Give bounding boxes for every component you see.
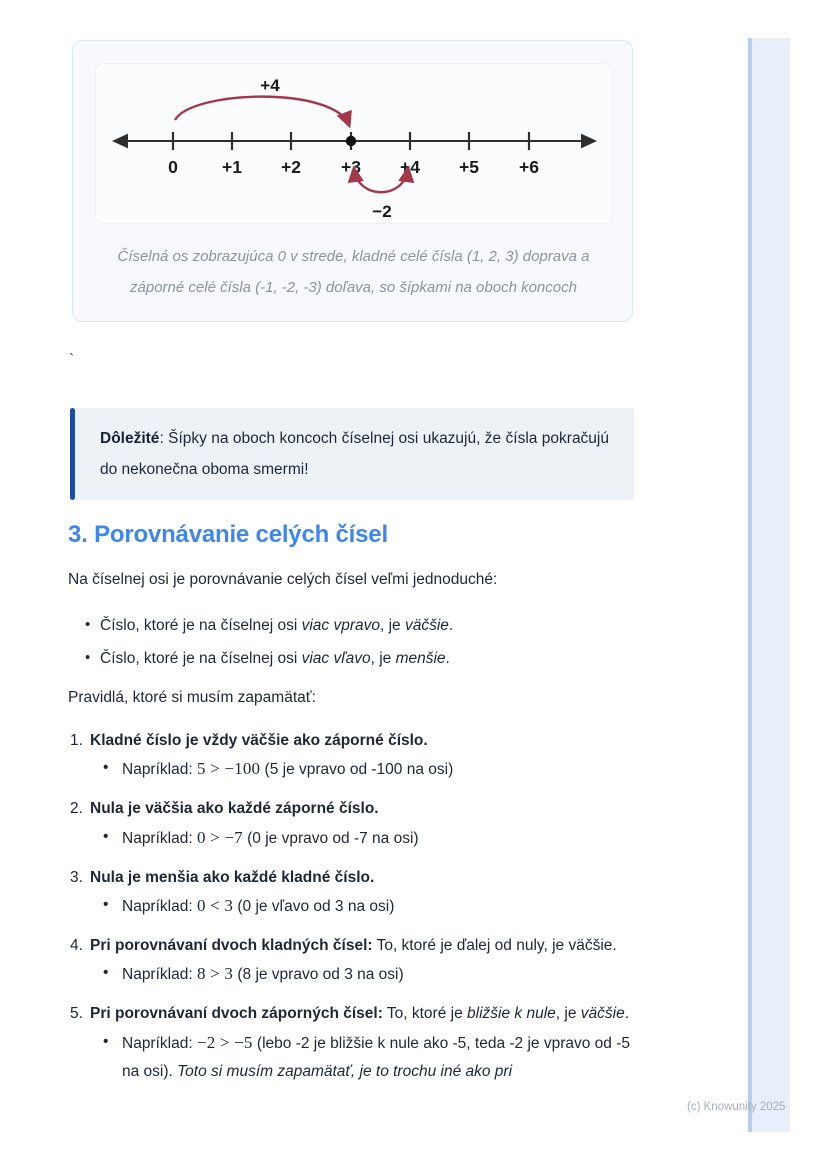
number-line-card — [72, 40, 633, 322]
note-accent-bar — [70, 408, 75, 500]
rules-list — [68, 727, 634, 1097]
section-intro: Na číselnej osi je porovnávanie celých čísel veľmi jednoduché: — [68, 571, 498, 588]
tick-label: 0 — [168, 157, 178, 177]
rule-number: 3. — [70, 868, 83, 886]
number-line-svg — [96, 64, 612, 224]
copyright-watermark: (c) Knowunity 2025 — [687, 1101, 786, 1113]
math-expression: 8 > 3 — [196, 964, 234, 984]
rule-example: • Napríklad: 0 < 3 (0 je vľavo od 3 na osi) — [90, 892, 634, 921]
comparison-bullet-list — [68, 615, 634, 681]
rule-example: • Napríklad: 8 > 3 (8 je vpravo od 3 na osi) — [90, 960, 634, 989]
rule-example: • Napríklad: −2 > −5 (lebo -2 je bližšie k nule ako -5, teda -2 je vpravo od -5 na osi). Toto si musím zapamätať, je to trochu iné ako pri — [90, 1029, 634, 1087]
tick-label: +3 — [341, 157, 361, 177]
bullet-item: • Číslo, ktoré je na číselnej osi viac vpravo, je väčšie. — [85, 616, 454, 634]
important-note — [70, 408, 634, 500]
math-expression: 5 > −100 — [196, 759, 261, 779]
scrollbar-strip[interactable] — [748, 38, 790, 1132]
rule-item: 5. Pri porovnávaní dvoch záporných čísel: To, ktoré je bližšie k nule, je väčšie. • Napríklad: −2 > −5 (lebo -2 je bližšie k nule ako -5, teda -2 je vpravo od -5 na osi). Toto si musím zapamätať, je to trochu iné ako pri — [68, 1000, 634, 1086]
rule-example: • Napríklad: 5 > −100 (5 je vpravo od -100 na osi) — [90, 755, 634, 784]
tick-label: +2 — [281, 157, 301, 177]
math-expression: −2 > −5 — [196, 1032, 253, 1052]
section-heading: 3. Porovnávanie celých čísel — [68, 521, 388, 548]
stray-backtick: ` — [69, 352, 75, 369]
number-line-figure — [95, 63, 612, 224]
bullet-icon: • — [103, 964, 109, 982]
math-expression: 0 < 3 — [196, 896, 234, 916]
bullet-icon: • — [85, 616, 91, 633]
note-text: Dôležité: Šípky na oboch koncoch číselnej osi ukazujú, že čísla pokračujú do nekonečna oboma smermi! — [100, 430, 609, 478]
rule-number: 4. — [70, 936, 83, 954]
figure-caption-line: záporné celé čísla (-1, -2, -3) doľava, so šípkami na oboch koncoch — [130, 279, 577, 296]
bullet-icon: • — [103, 827, 109, 845]
tick-label: +4 — [400, 157, 420, 177]
note-label: Dôležité — [100, 430, 160, 447]
bullet-icon: • — [85, 649, 91, 666]
plus-four-arc — [175, 97, 349, 125]
tick-label: +5 — [459, 157, 479, 177]
rule-number: 5. — [70, 1005, 83, 1023]
rule-item: 2. Nula je väčšia ako každé záporné číslo. • Napríklad: 0 > −7 (0 je vpravo od -7 na osi) — [68, 795, 634, 853]
rule-item: 1. Kladné číslo je vždy väčšie ako záporné číslo. • Napríklad: 5 > −100 (5 je vpravo od -100 na osi) — [68, 727, 634, 785]
rule-example: • Napríklad: 0 > −7 (0 je vpravo od -7 na osi) — [90, 824, 634, 853]
bullet-item: • Číslo, ktoré je na číselnej osi viac vľavo, je menšie. — [85, 649, 450, 667]
math-expression: 0 > −7 — [196, 827, 243, 847]
rule-number: 1. — [70, 732, 83, 749]
tick-label: +1 — [222, 157, 242, 177]
bullet-icon: • — [103, 759, 109, 777]
figure-caption-line: Číselná os zobrazujúca 0 v strede, kladné celé čísla (1, 2, 3) doprava a — [117, 248, 590, 265]
minus-two-label: −2 — [372, 202, 392, 221]
figure-caption — [91, 241, 616, 303]
tick-label: +6 — [519, 157, 539, 177]
rule-item: 3. Nula je menšia ako každé kladné číslo. • Napríklad: 0 < 3 (0 je vľavo od 3 na osi) — [68, 864, 634, 922]
rule-item: 4. Pri porovnávaní dvoch kladných čísel: To, ktoré je ďalej od nuly, je väčšie. • Napríklad: 8 > 3 (8 je vpravo od 3 na osi) — [68, 932, 634, 990]
rules-intro: Pravidlá, ktoré si musím zapamätať: — [68, 689, 316, 706]
bullet-icon: • — [103, 896, 109, 914]
rule-number: 2. — [70, 800, 83, 818]
point-marker — [346, 136, 356, 146]
plus-four-label: +4 — [260, 76, 280, 95]
bullet-icon: • — [103, 1032, 109, 1050]
